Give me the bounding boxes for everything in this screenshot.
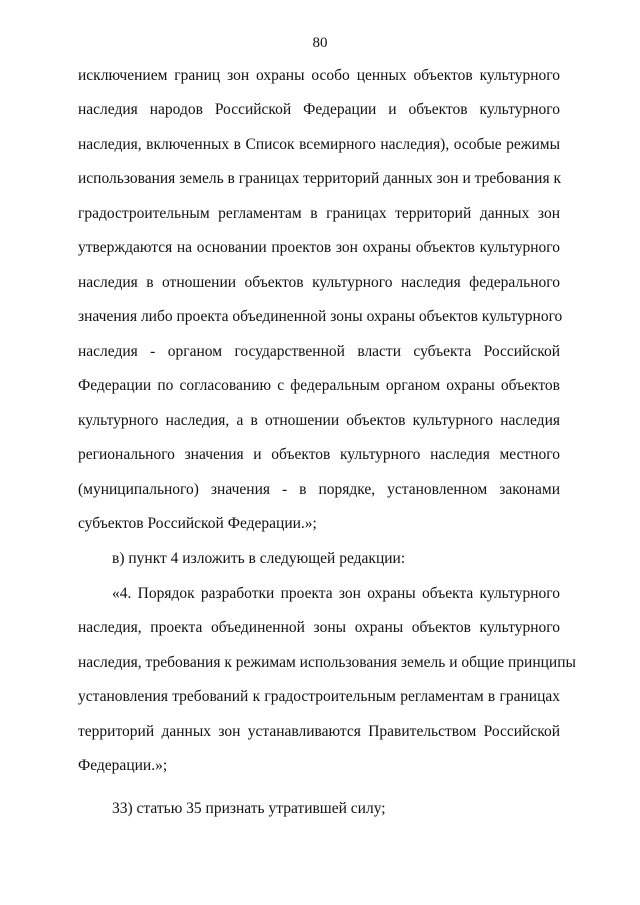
page-number: 80 [312, 35, 328, 51]
text-line: регионального значения и объектов культурного наследия местного [78, 446, 560, 463]
text-line: в) пункт 4 изложить в следующей редакции: [112, 550, 406, 567]
text-line: исключением границ зон охраны особо ценных объектов культурного [78, 67, 560, 84]
text-line: значения либо проекта объединенной зоны охраны объектов культурного [78, 308, 563, 325]
text-line: наследия в отношении объектов культурного наследия федерального [78, 274, 560, 291]
text-line: градостроительным регламентам в границах территорий данных зон [78, 205, 560, 222]
text-line: установления требований к градостроительным регламентам в границах [78, 688, 560, 705]
text-line: наследия, проекта объединенной зоны охраны объектов культурного [78, 619, 560, 636]
text-line: субъектов Российской Федерации.»; [78, 515, 317, 532]
text-line: наследия, требования к режимам использования земель и общие принципы [78, 654, 576, 671]
text-line: наследия, включенных в Список всемирного наследия), особые режимы [78, 136, 560, 153]
text-line: культурного наследия, а в отношении объектов культурного наследия [78, 412, 560, 429]
text-line: территорий данных зон устанавливаются Правительством Российской [78, 723, 560, 740]
text-line: наследия народов Российской Федерации и объектов культурного [78, 101, 560, 118]
text-line: Федерации.»; [78, 757, 168, 774]
text-line: использования земель в границах территорий данных зон и требования к [78, 170, 561, 187]
text-line: (муниципального) значения - в порядке, установленном законами [78, 481, 560, 498]
text-line: наследия - органом государственной власти субъекта Российской [78, 343, 560, 360]
text-line: Федерации по согласованию с федеральным органом охраны объектов [78, 377, 560, 394]
text-line: 33) статью 35 признать утратившей силу; [112, 800, 386, 817]
text-line: утверждаются на основании проектов зон охраны объектов культурного [78, 239, 560, 256]
text-line: «4. Порядок разработки проекта зон охраны объекта культурного [112, 585, 560, 602]
